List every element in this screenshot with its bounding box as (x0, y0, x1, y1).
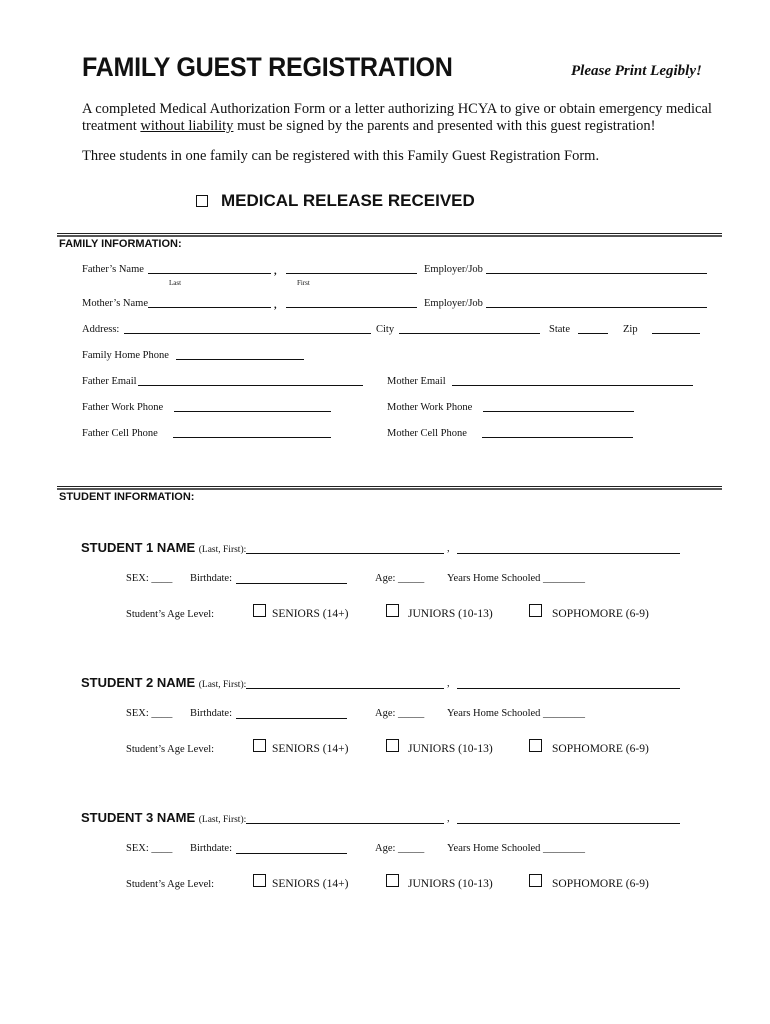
zip-field[interactable] (652, 333, 700, 334)
age-level-label: Student’s Age Level: (126, 609, 215, 620)
comma: , (447, 678, 450, 689)
student-name-hint: (Last, First): (198, 680, 247, 690)
intro-line-3: Three students in one family can be registered with this Family Guest Registration Form. (82, 148, 600, 164)
student-name-title: STUDENT 3 NAME (81, 810, 196, 825)
student-first-name-field[interactable] (457, 688, 680, 689)
mother-work-phone-field[interactable] (483, 411, 634, 412)
juniors-label: JUNIORS (10-13) (408, 608, 493, 620)
zip-label: Zip (623, 324, 638, 335)
sex-field[interactable]: SEX: ____ (126, 573, 173, 584)
state-field[interactable] (578, 333, 608, 334)
mother-employer-label: Employer/Job (424, 298, 483, 309)
comma: , (274, 300, 277, 311)
section-divider (57, 488, 722, 490)
mother-cell-phone-field[interactable] (482, 437, 633, 438)
sophomore-checkbox[interactable] (529, 739, 542, 752)
section-divider (57, 233, 722, 234)
student-name-title: STUDENT 2 NAME (81, 675, 196, 690)
state-label: State (549, 324, 570, 335)
father-employer-label: Employer/Job (424, 264, 483, 275)
page-title: FAMILY GUEST REGISTRATION (82, 52, 453, 82)
fathers-name-label: Father’s Name (82, 264, 144, 275)
mother-cell-phone-label: Mother Cell Phone (387, 428, 467, 439)
intro-text-end: must be signed by the parents and presented with this guest registration! (233, 118, 656, 134)
seniors-checkbox[interactable] (253, 604, 266, 617)
father-employer-field[interactable] (486, 273, 707, 274)
print-legibly-note: Please Print Legibly! (571, 63, 702, 79)
birthdate-field[interactable] (236, 853, 347, 854)
section-divider (57, 235, 722, 237)
intro-line-2 (82, 118, 655, 135)
home-phone-field[interactable] (176, 359, 304, 360)
address-label: Address: (82, 324, 120, 335)
intro-line-1: A completed Medical Authorization Form or a letter authorizing HCYA to give or obtain emergency medical (82, 101, 712, 117)
father-last-name-field[interactable] (148, 273, 271, 274)
intro-text: treatment (82, 118, 141, 134)
mother-email-label: Mother Email (387, 376, 446, 387)
sophomore-label: SOPHOMORE (6-9) (552, 878, 649, 890)
student-name-label (81, 810, 246, 825)
medical-release-label: MEDICAL RELEASE RECEIVED (221, 191, 475, 210)
medical-release-checkbox[interactable] (196, 195, 208, 207)
seniors-label: SENIORS (14+) (272, 878, 349, 890)
father-first-name-field[interactable] (286, 273, 417, 274)
comma: , (447, 813, 450, 824)
father-email-field[interactable] (138, 385, 363, 386)
seniors-checkbox[interactable] (253, 739, 266, 752)
age-field[interactable]: Age: _____ (375, 843, 425, 854)
birthdate-field[interactable] (236, 583, 347, 584)
last-hint: Last (169, 279, 182, 287)
years-home-schooled-field[interactable]: Years Home Schooled ________ (447, 843, 586, 854)
juniors-checkbox[interactable] (386, 739, 399, 752)
seniors-label: SENIORS (14+) (272, 608, 349, 620)
juniors-label: JUNIORS (10-13) (408, 743, 493, 755)
mother-last-name-field[interactable] (148, 307, 271, 308)
years-home-schooled-field[interactable]: Years Home Schooled ________ (447, 573, 586, 584)
sophomore-checkbox[interactable] (529, 604, 542, 617)
first-hint: First (297, 279, 310, 287)
student-first-name-field[interactable] (457, 553, 680, 554)
student-name-title: STUDENT 1 NAME (81, 540, 196, 555)
mother-work-phone-label: Mother Work Phone (387, 402, 473, 413)
family-info-heading: FAMILY INFORMATION: (59, 238, 182, 250)
father-email-label: Father Email (82, 376, 137, 387)
sophomore-label: SOPHOMORE (6-9) (552, 608, 649, 620)
birthdate-field[interactable] (236, 718, 347, 719)
comma: , (447, 543, 450, 554)
age-level-label: Student’s Age Level: (126, 879, 215, 890)
juniors-checkbox[interactable] (386, 874, 399, 887)
student-name-hint: (Last, First): (198, 815, 247, 825)
mothers-name-label: Mother’s Name (82, 298, 148, 309)
age-field[interactable]: Age: _____ (375, 573, 425, 584)
student-name-label (81, 540, 246, 555)
student-name-hint: (Last, First): (198, 545, 247, 555)
section-divider (57, 486, 722, 487)
comma: , (274, 266, 277, 277)
student-name-label (81, 675, 246, 690)
student-last-name-field[interactable] (246, 553, 444, 554)
sex-field[interactable]: SEX: ____ (126, 708, 173, 719)
birthdate-label: Birthdate: (190, 843, 232, 854)
years-home-schooled-field[interactable]: Years Home Schooled ________ (447, 708, 586, 719)
age-level-label: Student’s Age Level: (126, 744, 215, 755)
mother-email-field[interactable] (452, 385, 693, 386)
sophomore-label: SOPHOMORE (6-9) (552, 743, 649, 755)
city-label: City (376, 324, 395, 335)
juniors-checkbox[interactable] (386, 604, 399, 617)
father-work-phone-field[interactable] (174, 411, 331, 412)
seniors-label: SENIORS (14+) (272, 743, 349, 755)
birthdate-label: Birthdate: (190, 708, 232, 719)
sex-field[interactable]: SEX: ____ (126, 843, 173, 854)
mother-employer-field[interactable] (486, 307, 707, 308)
sophomore-checkbox[interactable] (529, 874, 542, 887)
father-work-phone-label: Father Work Phone (82, 402, 164, 413)
student-last-name-field[interactable] (246, 688, 444, 689)
seniors-checkbox[interactable] (253, 874, 266, 887)
father-cell-phone-field[interactable] (173, 437, 331, 438)
student-first-name-field[interactable] (457, 823, 680, 824)
juniors-label: JUNIORS (10-13) (408, 878, 493, 890)
mother-first-name-field[interactable] (286, 307, 417, 308)
birthdate-label: Birthdate: (190, 573, 232, 584)
father-cell-phone-label: Father Cell Phone (82, 428, 158, 439)
home-phone-label: Family Home Phone (82, 350, 169, 361)
without-liability-text: without liability (140, 118, 234, 134)
city-field[interactable] (399, 333, 540, 334)
age-field[interactable]: Age: _____ (375, 708, 425, 719)
student-info-heading: STUDENT INFORMATION: (59, 491, 195, 503)
student-last-name-field[interactable] (246, 823, 444, 824)
address-field[interactable] (124, 333, 371, 334)
